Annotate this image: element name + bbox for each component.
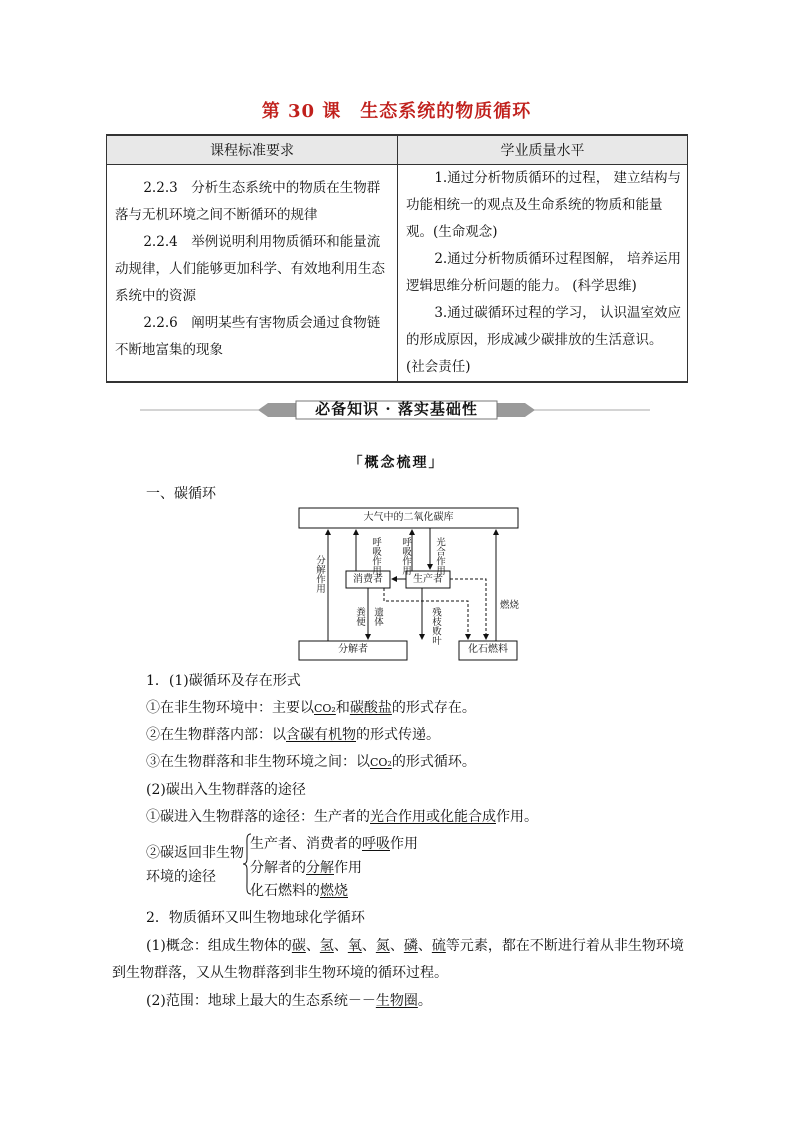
text-line: 2．物质循环又叫生物地球化学循环 bbox=[146, 910, 365, 926]
section-heading: 一、碳循环 bbox=[146, 486, 216, 502]
text-line: ②在生物群落内部：以含碳有机物的形式传递。 bbox=[146, 727, 440, 743]
page-title: 第 30 课 生态系统的物质循环 bbox=[261, 101, 532, 122]
text-line: (1)概念：组成生物体的碳、氢、氧、氮、磷、硫等元素，都在不断进行着从非生物环境 bbox=[146, 938, 684, 954]
remains-label: 遗体 bbox=[372, 607, 383, 626]
text-line: 1．(1)碳循环及存在形式 bbox=[146, 673, 301, 689]
concept-heading: 「概念梳理」 bbox=[348, 455, 445, 471]
text-line: ③在生物群落和非生物环境之间：以CO₂的形式循环。 bbox=[146, 754, 476, 770]
producer-node: 生产者 bbox=[413, 574, 443, 585]
burning-label: 燃烧 bbox=[500, 600, 520, 611]
consumer-respiration-label: 呼吸作用 bbox=[370, 537, 381, 575]
quality-item: 3.通过碳循环过程的学习， 认识温室效应的形成原因，形成减少碳排放的生活意识。(社会责任) bbox=[406, 305, 682, 375]
text-line: 化石燃料的燃烧 bbox=[250, 883, 348, 899]
text-line: (2)碳出入生物群落的途径 bbox=[146, 782, 306, 798]
text-line: ②碳返回非生物 bbox=[146, 845, 244, 861]
decomposer-node: 分解者 bbox=[338, 644, 368, 655]
standard-item: 2.2.3 分析生态系统中的物质在生物群落与无机环境之间不断循环的规律 bbox=[115, 180, 381, 223]
table-header-quality: 学业质量水平 bbox=[398, 135, 688, 165]
quality-item: 1.通过分析物质循环的过程， 建立结构与功能相统一的观点及生命系统的物质和能量观。(生命观念) bbox=[406, 170, 682, 240]
producer-respiration-label: 呼吸作用 bbox=[400, 537, 411, 575]
standard-item: 2.2.6 阐明某些有害物质会通过食物链不断地富集的现象 bbox=[115, 315, 381, 358]
fossil-fuel-node: 化石燃料 bbox=[468, 644, 508, 655]
standards-table bbox=[106, 134, 688, 383]
standards-cell bbox=[107, 165, 398, 383]
text-line: 生产者、消费者的呼吸作用 bbox=[250, 836, 418, 852]
decomposition-label: 分解作用 bbox=[314, 555, 325, 593]
text-line: ①在非生物环境中：主要以CO₂和碳酸盐的形式存在。 bbox=[146, 700, 476, 716]
text-line: ①碳进入生物群落的途径：生产者的光合作用或化能合成作用。 bbox=[146, 809, 538, 825]
text-line: 到生物群落，又从生物群落到非生物环境的循环过程。 bbox=[112, 965, 448, 981]
atmosphere-co2-pool: 大气中的二氧化碳库 bbox=[363, 512, 454, 523]
consumer-node: 消费者 bbox=[353, 574, 383, 585]
litter-label: 残枝败叶 bbox=[430, 607, 441, 645]
text-line: (2)范围：地球上最大的生态系统－－生物圈。 bbox=[146, 993, 432, 1009]
feces-label: 粪便 bbox=[354, 607, 365, 626]
standard-item: 2.2.4 举例说明利用物质循环和能量流动规律，人们能够更加科学、有效地利用生态系统中的资源 bbox=[115, 234, 385, 304]
photosynthesis-label: 光合作用 bbox=[434, 537, 445, 575]
table-header-standards: 课程标准要求 bbox=[107, 135, 398, 165]
section-banner: 必备知识 · 落实基础性 bbox=[315, 400, 478, 418]
text-line: 分解者的分解作用 bbox=[250, 860, 362, 876]
text-line: 环境的途径 bbox=[146, 869, 216, 885]
quality-item: 2.通过分析物质循环过程图解， 培养运用逻辑思维分析问题的能力。 (科学思维) bbox=[406, 251, 682, 294]
quality-cell bbox=[398, 165, 688, 383]
carbon-cycle-diagram bbox=[296, 505, 522, 663]
